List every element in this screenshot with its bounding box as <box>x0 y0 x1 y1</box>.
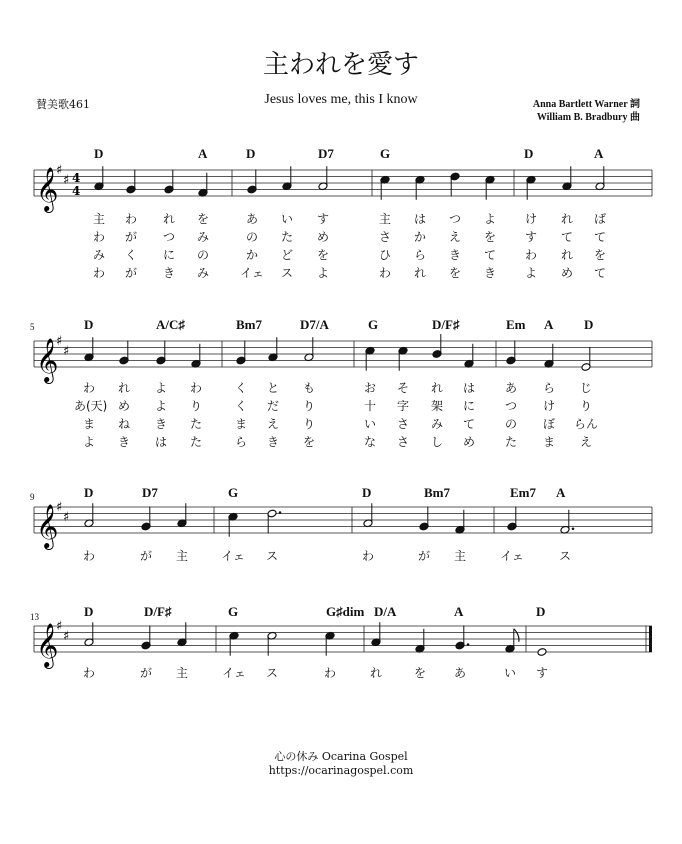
lyric-syllable: に <box>162 248 175 262</box>
chord-symbol: D7 <box>142 485 158 500</box>
sharp-icon: ♯ <box>63 509 70 525</box>
sharp-icon: ♯ <box>56 500 63 515</box>
lyric-syllable: 架 <box>430 399 443 413</box>
lyric-syllable: イェ <box>222 666 246 680</box>
lyric-syllable: い <box>363 417 376 431</box>
treble-clef-icon: 𝄞 <box>36 623 59 667</box>
chord-symbol: D7 <box>318 146 334 161</box>
lyric-syllable: た <box>504 435 517 449</box>
lyric-syllable: め <box>462 435 475 449</box>
lyric-syllable: わ <box>378 266 391 280</box>
lyric-syllable: て <box>483 248 496 262</box>
lyric-syllable: け <box>542 399 555 413</box>
lyric-syllable: れ <box>369 666 382 680</box>
chord-symbol: D/F♯ <box>144 604 172 619</box>
staff-system-2 <box>0 311 682 461</box>
lyric-syllable: ば <box>593 212 606 226</box>
lyric-syllable: め <box>117 399 130 413</box>
note-dot <box>467 643 470 646</box>
lyric-syllable: を <box>483 230 496 244</box>
lyric-syllable: て <box>593 230 606 244</box>
lyric-syllable: の <box>196 248 209 262</box>
lyric-syllable: ひ <box>378 248 391 262</box>
lyric-syllable: よ <box>483 212 496 226</box>
lyric-syllable: わ <box>92 230 105 244</box>
chord-symbol: A <box>556 485 566 500</box>
lyric-syllable: あ <box>504 381 517 395</box>
lyric-syllable: あ <box>453 666 466 680</box>
lyric-syllable: イェ <box>240 266 264 280</box>
chord-symbol: D <box>536 604 546 619</box>
sharp-icon: ♯ <box>63 172 70 188</box>
chord-symbol: G <box>380 146 391 161</box>
lyric-syllable: わ <box>82 549 95 563</box>
lyric-syllable: れ <box>413 266 426 280</box>
staff-system-4 <box>0 600 682 750</box>
lyric-syllable: つ <box>504 399 517 413</box>
lyric-syllable: を <box>448 266 461 280</box>
lyric-syllable: ま <box>542 435 555 449</box>
lyric-syllable: お <box>363 381 376 395</box>
lyric-syllable: て <box>560 230 573 244</box>
chord-symbol: D <box>84 604 94 619</box>
lyric-syllable: の <box>504 417 517 431</box>
lyric-syllable: が <box>139 666 152 680</box>
chord-symbol: D <box>584 317 594 332</box>
lyric-syllable: 字 <box>396 399 409 413</box>
lyric-syllable: イェ <box>500 549 524 563</box>
lyric-syllable: す <box>535 666 548 680</box>
lyric-syllable: を <box>593 248 606 262</box>
chord-symbol: D <box>246 146 256 161</box>
chord-symbol: G♯dim <box>326 604 365 619</box>
lyric-syllable: ま <box>82 417 95 431</box>
lyric-syllable: を <box>413 666 426 680</box>
note-dot <box>572 527 575 530</box>
sharp-icon: ♯ <box>56 163 63 178</box>
lyric-syllable: つ <box>162 230 175 244</box>
lyric-syllable: じ <box>579 381 592 395</box>
lyric-syllable: 十 <box>363 399 376 413</box>
lyric-syllable: え <box>579 435 592 449</box>
hymnal-number: 賛美歌461 <box>36 98 90 111</box>
staff-system-1 <box>0 140 682 290</box>
lyric-syllable: す <box>524 230 537 244</box>
lyric-syllable: そ <box>396 381 409 395</box>
lyric-syllable: を <box>302 435 315 449</box>
lyric-syllable: い <box>503 666 516 680</box>
lyric-syllable: ね <box>117 417 130 431</box>
lyric-syllable: れ <box>560 248 573 262</box>
lyric-syllable: れ <box>430 381 443 395</box>
lyric-syllable: さ <box>396 417 409 431</box>
lyric-syllable: き <box>162 266 175 280</box>
lyric-syllable: を <box>196 212 209 226</box>
lyric-syllable: ス <box>558 549 571 563</box>
lyric-syllable: き <box>483 266 496 280</box>
lyric-syllable: は <box>154 435 167 449</box>
sharp-icon: ♯ <box>56 334 63 349</box>
lyric-syllable: も <box>302 381 315 395</box>
lyric-syllable: た <box>189 417 202 431</box>
lyric-syllable: が <box>139 549 152 563</box>
lyric-syllable: み <box>92 248 105 262</box>
treble-clef-icon: 𝄞 <box>36 167 59 211</box>
lyric-syllable: わ <box>361 549 374 563</box>
lyric-syllable: ス <box>280 266 293 280</box>
lyric-syllable: め <box>560 266 573 280</box>
chord-symbol: Bm7 <box>236 317 262 332</box>
note-flag <box>514 629 519 642</box>
lyric-syllable: い <box>280 212 293 226</box>
chord-symbol: A/C♯ <box>156 317 185 332</box>
lyric-syllable: き <box>117 435 130 449</box>
lyric-syllable: つ <box>448 212 461 226</box>
lyric-syllable: あ <box>245 212 258 226</box>
lyric-syllable: た <box>189 435 202 449</box>
lyric-syllable: 主 <box>92 212 105 226</box>
lyric-syllable: ぼ <box>542 417 555 431</box>
measure-number: 9 <box>30 492 35 502</box>
chord-symbol: Em <box>506 317 526 332</box>
lyric-syllable: さ <box>378 230 391 244</box>
lyric-syllable: よ <box>524 266 537 280</box>
lyric-syllable: よ <box>154 381 167 395</box>
chord-symbol: G <box>228 485 239 500</box>
lyric-syllable: 主 <box>175 549 188 563</box>
lyric-syllable: に <box>462 399 475 413</box>
lyric-syllable: 主 <box>175 666 188 680</box>
time-signature-top: 4 <box>72 171 81 185</box>
measure-number: 13 <box>30 612 39 622</box>
lyric-syllable: す <box>316 212 329 226</box>
chord-symbol: D/A <box>374 604 397 619</box>
chord-symbol: Em7 <box>510 485 536 500</box>
lyric-syllable: 主 <box>378 212 391 226</box>
lyric-syllable: ど <box>280 248 293 262</box>
final-barline <box>649 626 652 652</box>
chord-symbol: A <box>594 146 604 161</box>
chord-symbol: D/F♯ <box>432 317 460 332</box>
lyric-syllable: ス <box>265 666 278 680</box>
lyric-syllable: は <box>413 212 426 226</box>
lyric-syllable: く <box>234 381 247 395</box>
composer-credit: William B. Bradbury 曲 <box>536 112 640 123</box>
lyric-syllable: れ <box>560 212 573 226</box>
chord-symbol: D <box>84 317 94 332</box>
time-signature-bottom: 4 <box>72 184 81 198</box>
lyric-syllable: あ(天) <box>74 399 108 413</box>
footer-url[interactable]: https://ocarinagospel.com <box>268 764 414 777</box>
lyric-syllable: く <box>234 399 247 413</box>
lyric-syllable: ら <box>234 435 247 449</box>
lyric-syllable: わ <box>124 212 137 226</box>
chord-symbol: D <box>524 146 534 161</box>
lyric-syllable: が <box>124 230 137 244</box>
lyric-syllable: か <box>413 230 426 244</box>
chord-symbol: A <box>544 317 554 332</box>
song-subtitle: Jesus loves me, this I know <box>264 92 418 107</box>
lyric-syllable: り <box>579 399 592 413</box>
chord-symbol: D <box>94 146 104 161</box>
lyric-syllable: わ <box>82 381 95 395</box>
lyric-syllable: イェ <box>221 549 245 563</box>
chord-symbol: A <box>198 146 208 161</box>
lyric-syllable: き <box>266 435 279 449</box>
lyric-syllable: め <box>316 230 329 244</box>
sharp-icon: ♯ <box>63 343 70 359</box>
lyric-syllable: わ <box>323 666 336 680</box>
lyric-syllable: え <box>266 417 279 431</box>
lyric-syllable: け <box>524 212 537 226</box>
chord-symbol: D <box>84 485 94 500</box>
lyric-syllable: り <box>189 399 202 413</box>
chord-symbol: Bm7 <box>424 485 450 500</box>
chord-symbol: D7/A <box>300 317 329 332</box>
chord-symbol: A <box>454 604 464 619</box>
lyric-syllable: が <box>124 266 137 280</box>
lyric-syllable: よ <box>316 266 329 280</box>
lyric-syllable: わ <box>82 666 95 680</box>
lyric-syllable: き <box>154 417 167 431</box>
chord-symbol: D <box>362 485 372 500</box>
sharp-icon: ♯ <box>63 628 70 644</box>
note-dot <box>279 511 282 514</box>
lyric-syllable: て <box>462 417 475 431</box>
lyric-syllable: り <box>302 417 315 431</box>
lyric-syllable: み <box>430 417 443 431</box>
lyric-syllable: は <box>462 381 475 395</box>
lyric-syllable: と <box>266 381 279 395</box>
treble-clef-icon: 𝄞 <box>36 338 59 382</box>
lyric-syllable: く <box>124 248 137 262</box>
note-head <box>537 648 547 657</box>
sharp-icon: ♯ <box>56 619 63 634</box>
lyric-syllable: れ <box>117 381 130 395</box>
lyric-syllable: り <box>302 399 315 413</box>
measure-number: 5 <box>30 322 35 332</box>
lyric-syllable: だ <box>266 399 279 413</box>
lyric-syllable: の <box>245 230 258 244</box>
lyric-syllable: て <box>593 266 606 280</box>
lyric-syllable: え <box>448 230 461 244</box>
song-title: 主われを愛す <box>262 50 419 80</box>
lyric-syllable: み <box>196 230 209 244</box>
chord-symbol: G <box>228 604 239 619</box>
lyric-syllable: ら <box>542 381 555 395</box>
lyric-syllable: か <box>245 248 258 262</box>
lyric-syllable: 主 <box>453 549 466 563</box>
lyric-syllable: し <box>430 435 443 449</box>
lyric-syllable: れ <box>162 212 175 226</box>
lyric-syllable: さ <box>396 435 409 449</box>
lyric-syllable: よ <box>82 435 95 449</box>
treble-clef-icon: 𝄞 <box>36 504 59 548</box>
lyricist-credit: Anna Bartlett Warner 詞 <box>532 99 640 110</box>
lyric-syllable: よ <box>154 399 167 413</box>
lyric-syllable: ま <box>234 417 247 431</box>
lyric-syllable: らん <box>573 417 598 431</box>
lyric-syllable: を <box>316 248 329 262</box>
footer-site-name: 心の休み Ocarina Gospel <box>274 750 408 763</box>
lyric-syllable: き <box>448 248 461 262</box>
lyric-syllable: わ <box>189 381 202 395</box>
lyric-syllable: わ <box>524 248 537 262</box>
chord-symbol: G <box>368 317 379 332</box>
lyric-syllable: み <box>196 266 209 280</box>
lyric-syllable: ら <box>413 248 426 262</box>
lyric-syllable: な <box>363 435 376 449</box>
lyric-syllable: た <box>280 230 293 244</box>
lyric-syllable: わ <box>92 266 105 280</box>
lyric-syllable: が <box>417 549 430 563</box>
lyric-syllable: ス <box>265 549 278 563</box>
